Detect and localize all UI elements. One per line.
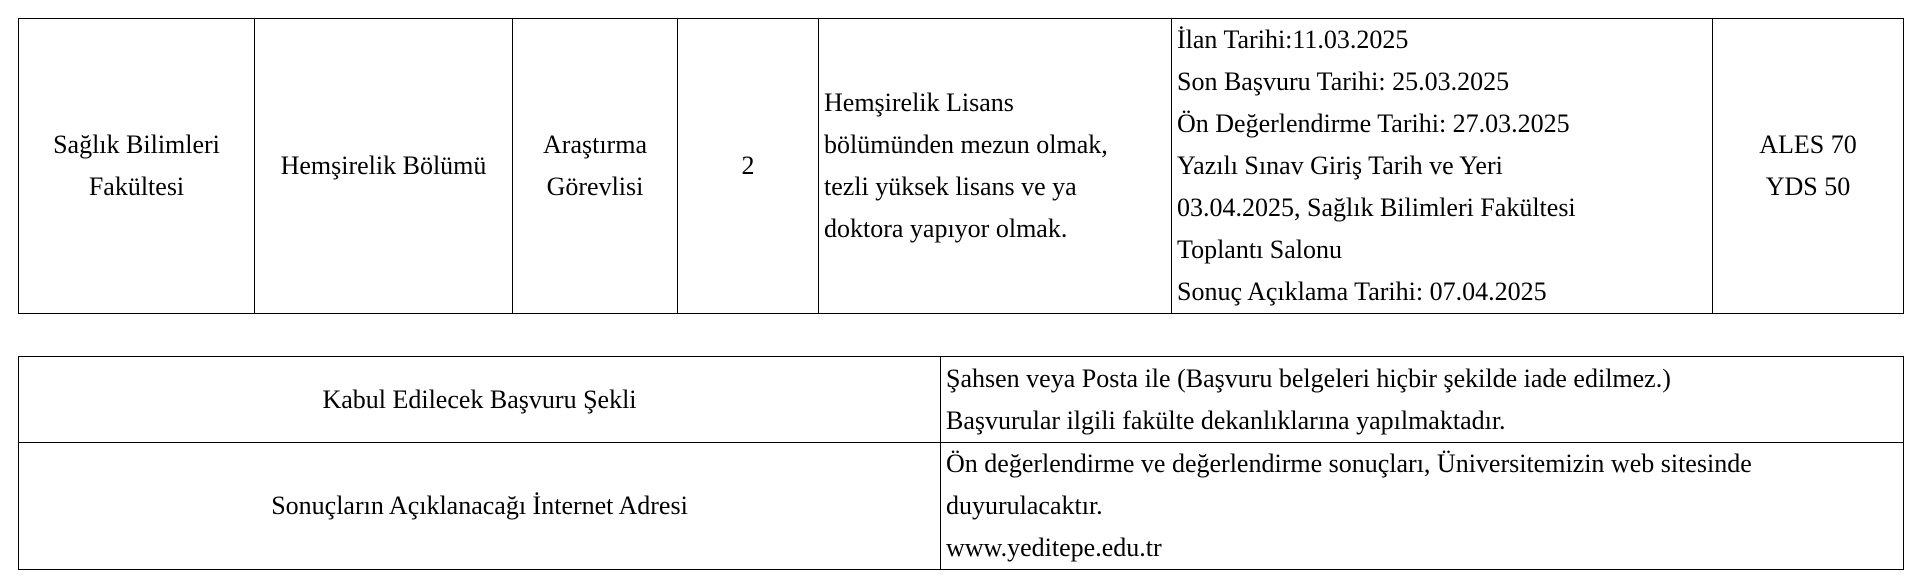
website-link[interactable]: www.yeditepe.edu.tr xyxy=(946,533,1162,562)
dates-cell: İlan Tarihi:11.03.2025 Son Başvuru Tarihi: 25.03.2025 Ön Değerlendirme Tarihi: 27.03.2025 Yazılı Sınav Giriş Tarih ve Yeri 03.04.2025, Sağlık Bilimleri Fakültesi Toplantı Salonu Sonuç Açıklama Tarihi: 07.04.2025 xyxy=(1172,19,1713,314)
info-table xyxy=(18,356,1904,570)
application-label: Kabul Edilecek Başvuru Şekli xyxy=(19,357,941,443)
department-cell: Hemşirelik Bölümü xyxy=(255,19,513,314)
count-cell: 2 xyxy=(678,19,819,314)
results-row xyxy=(19,443,1904,570)
application-value: Şahsen veya Posta ile (Başvuru belgeleri hiçbir şekilde iade edilmez.) Başvurular ilgili fakülte dekanlıklarına yapılmaktadır. xyxy=(941,357,1904,443)
application-row xyxy=(19,357,1904,443)
faculty-cell: Sağlık Bilimleri Fakültesi xyxy=(19,19,255,314)
scores-cell: ALES 70 YDS 50 xyxy=(1713,19,1904,314)
results-label: Sonuçların Açıklanacağı İnternet Adresi xyxy=(19,443,941,570)
results-value: Ön değerlendirme ve değerlendirme sonuçları, Üniversitemizin web sitesinde duyurulacaktır. www.yeditepe.edu.tr xyxy=(941,443,1904,570)
position-row xyxy=(19,19,1904,314)
title-cell: Araştırma Görevlisi xyxy=(513,19,678,314)
requirements-cell: Hemşirelik Lisans bölümünden mezun olmak, tezli yüksek lisans ve ya doktora yapıyor olmak. xyxy=(819,19,1172,314)
position-table xyxy=(18,18,1904,314)
